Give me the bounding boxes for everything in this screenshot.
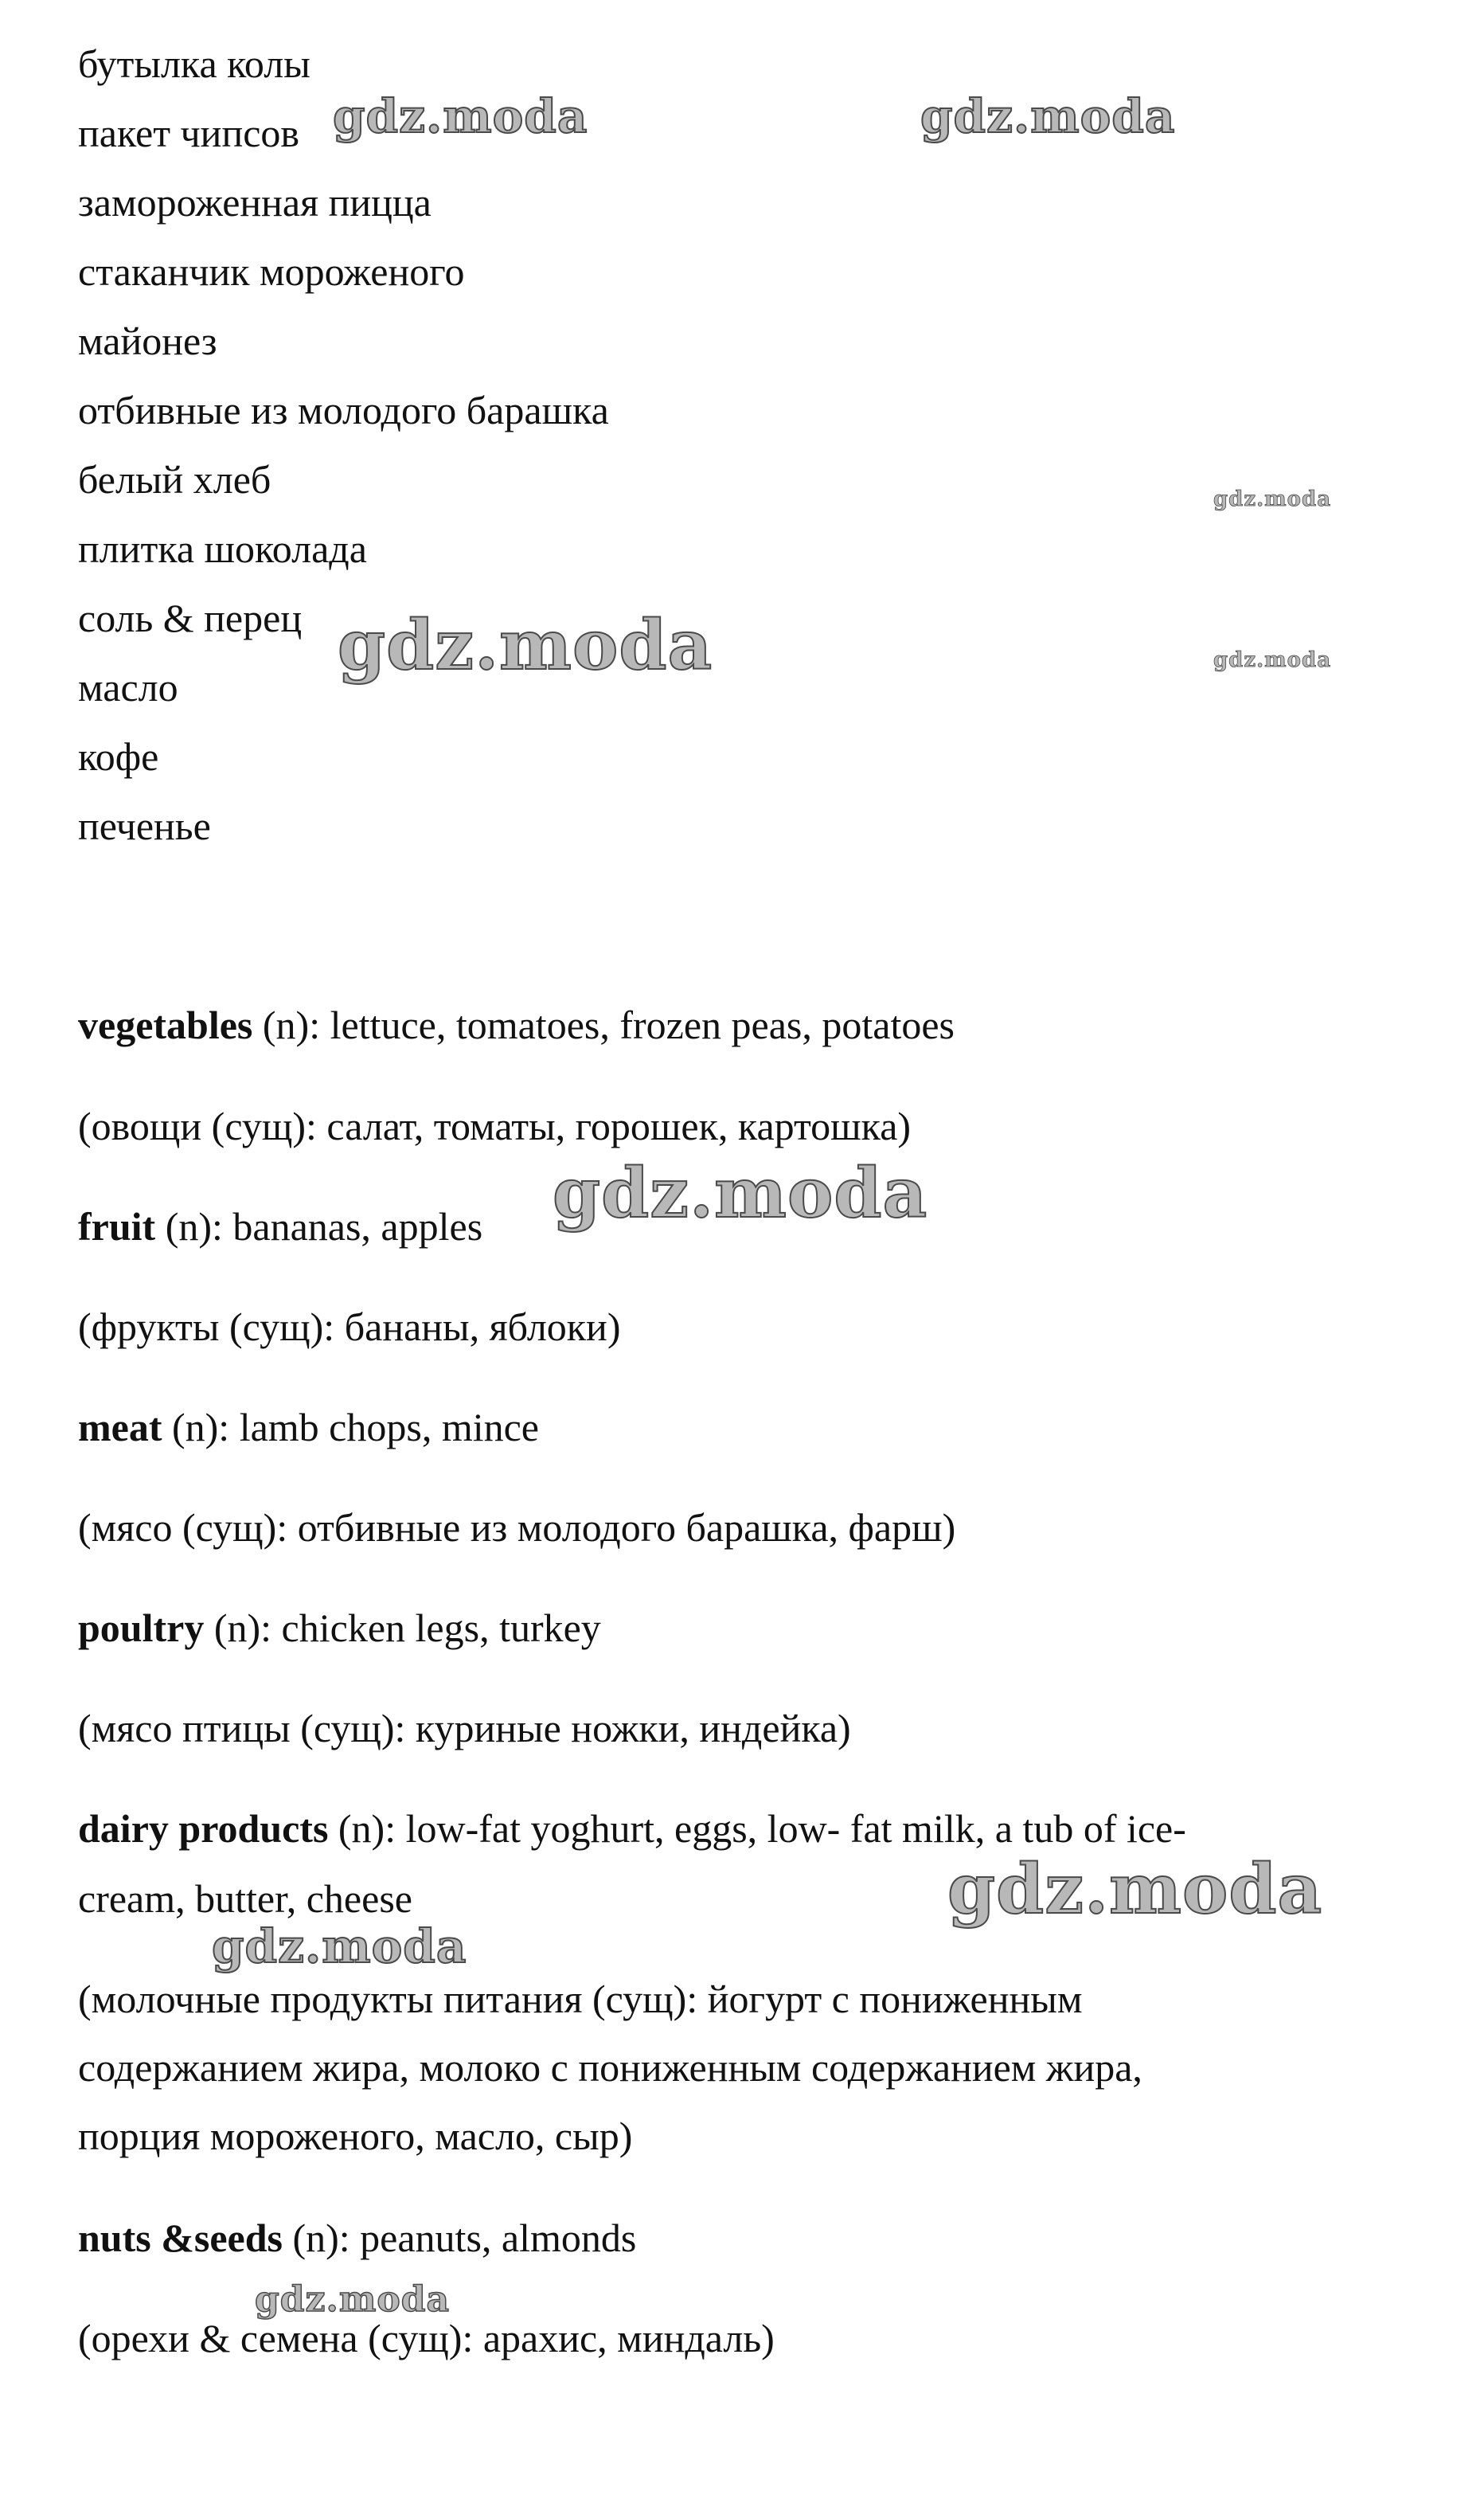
watermark: gdz.moda — [255, 2279, 451, 2320]
watermark: gdz.moda — [212, 1919, 467, 1973]
list-item: плитка шоколада — [78, 526, 367, 571]
category-items: (n): chicken legs, turkey — [204, 1605, 601, 1650]
category-translation: (овощи (сущ): салат, томаты, горошек, картошка) — [78, 1104, 912, 1148]
watermark: gdz.moda — [920, 89, 1176, 143]
category-line-meat — [78, 1403, 539, 1451]
list-item: майонез — [78, 319, 217, 363]
category-items: (n): bananas, apples — [155, 1204, 483, 1249]
category-line-fruit — [78, 1203, 482, 1250]
category-items: (n): peanuts, almonds — [282, 2216, 637, 2260]
category-translation-continued: порция мороженого, масло, сыр) — [78, 2114, 633, 2158]
list-item: белый хлеб — [78, 457, 271, 502]
list-item: печенье — [78, 804, 211, 848]
watermark: gdz.moda — [1213, 648, 1332, 672]
category-items: (n): low-fat yoghurt, eggs, low- fat milk, a tub of ice- — [328, 1806, 1186, 1851]
watermark: gdz.moda — [947, 1849, 1323, 1930]
list-item: кофе — [78, 734, 159, 779]
category-translation: (молочные продукты питания (сущ): йогурт с пониженным — [78, 1977, 1083, 2021]
category-translation: (орехи & семена (сущ): арахис, миндаль) — [78, 2316, 775, 2360]
category-translation: (мясо (сущ): отбивные из молодого барашка, фарш) — [78, 1505, 956, 1550]
category-term: fruit — [78, 1204, 156, 1249]
category-term: vegetables — [78, 1003, 253, 1047]
list-item: пакет чипсов — [78, 111, 300, 155]
category-term: poultry — [78, 1605, 205, 1650]
category-term: nuts &seeds — [78, 2216, 283, 2260]
watermark: gdz.moda — [333, 89, 588, 143]
category-items-continued: cream, butter, cheese — [78, 1876, 412, 1921]
category-line-dairy — [78, 1805, 1186, 1852]
category-translation: (мясо птицы (сущ): куриные ножки, индейка) — [78, 1706, 851, 1750]
category-items: (n): lamb chops, mince — [162, 1405, 539, 1449]
category-items: (n): lettuce, tomatoes, frozen peas, potatoes — [252, 1003, 955, 1047]
category-translation-continued: содержанием жира, молоко с пониженным содержанием жира, — [78, 2045, 1142, 2090]
watermark: gdz.moda — [1213, 487, 1332, 511]
list-item: масло — [78, 665, 178, 710]
list-item: замороженная пицца — [78, 180, 432, 225]
category-line-nuts-seeds — [78, 2214, 636, 2262]
list-item: бутылка колы — [78, 41, 310, 86]
list-item: соль & перец — [78, 596, 303, 640]
category-term: dairy products — [78, 1806, 329, 1851]
category-term: meat — [78, 1405, 162, 1449]
category-line-poultry — [78, 1604, 601, 1652]
list-item: стаканчик мороженого — [78, 249, 465, 294]
category-translation: (фрукты (сущ): бананы, яблоки) — [78, 1304, 621, 1349]
watermark: gdz.moda — [338, 605, 713, 686]
watermark: gdz.moda — [553, 1153, 928, 1234]
category-line-vegetables — [78, 1001, 955, 1049]
list-item: отбивные из молодого барашка — [78, 388, 609, 432]
